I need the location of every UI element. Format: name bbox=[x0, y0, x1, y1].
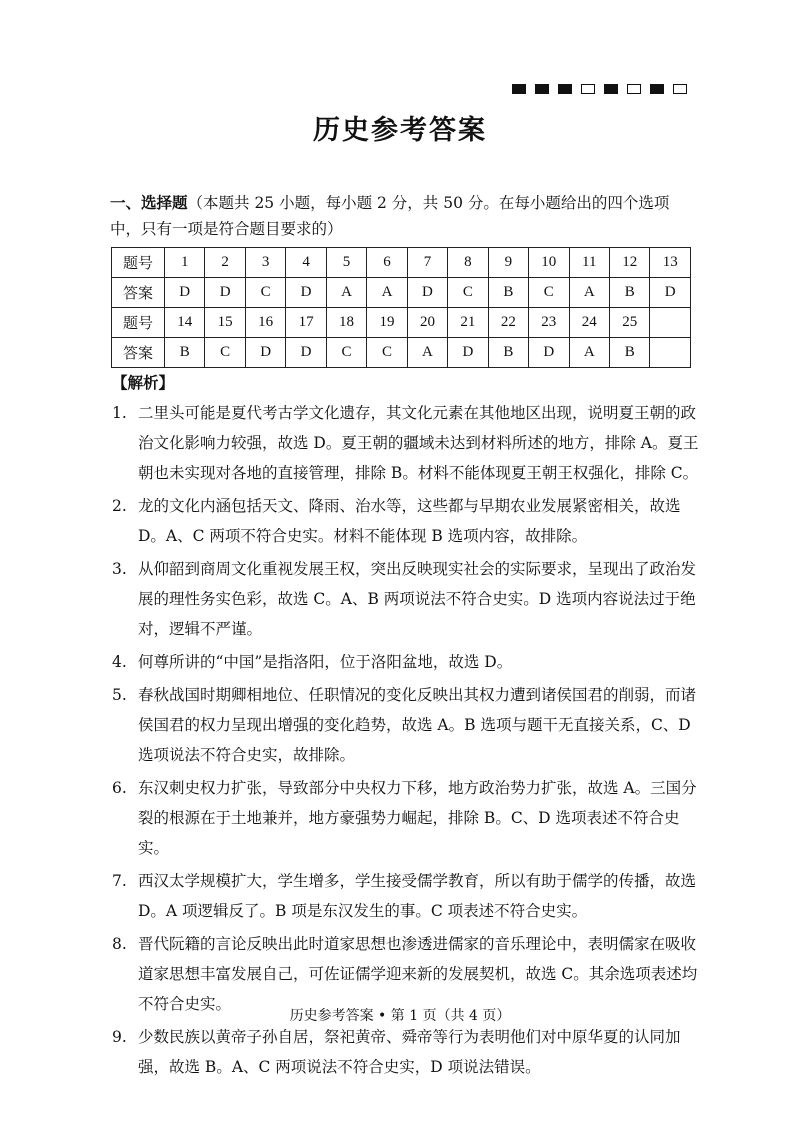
table-cell: 2 bbox=[205, 248, 245, 278]
filled-square-mark bbox=[558, 84, 572, 94]
table-cell: 1 bbox=[165, 248, 205, 278]
item-text: 龙的文化内涵包括天文、降雨、治水等，这些都与早期农业发展紧密相关，故选 D。A、C 两项不符合史实。材料不能体现 B 选项内容，故排除。 bbox=[138, 497, 681, 545]
table-cell: A bbox=[367, 278, 407, 308]
analysis-heading: 【解析】 bbox=[112, 373, 175, 392]
table-cell: 25 bbox=[609, 308, 649, 338]
table-cell: 8 bbox=[448, 248, 488, 278]
analysis-item bbox=[112, 491, 702, 551]
analysis-item bbox=[112, 398, 702, 488]
table-cell: A bbox=[569, 338, 609, 368]
item-text: 西汉太学规模扩大，学生增多，学生接受儒学教育，所以有助于儒学的传播，故选 D。A 项逻辑反了。B 项是东汉发生的事。C 项表述不符合史实。 bbox=[138, 872, 697, 920]
table-cell: B bbox=[165, 338, 205, 368]
item-text: 晋代阮籍的言论反映出此时道家思想也渗透进儒家的音乐理论中，表明儒家在吸收道家思想丰富发展自己，可佐证儒学迎来新的发展契机，故选 C。其余选项表述均不符合史实。 bbox=[138, 935, 698, 1013]
table-cell: D bbox=[286, 278, 326, 308]
filled-square-mark bbox=[650, 84, 664, 94]
filled-square-mark bbox=[535, 84, 549, 94]
section-heading: 一、选择题 bbox=[110, 193, 188, 212]
table-cell: 10 bbox=[529, 248, 569, 278]
empty-square-mark bbox=[627, 84, 641, 94]
table-cell: D bbox=[286, 338, 326, 368]
analysis-item bbox=[112, 773, 702, 863]
page-footer: 历史参考答案 • 第 1 页（共 4 页） bbox=[289, 1008, 511, 1024]
table-row bbox=[112, 338, 691, 368]
item-text: 从仰韶到商周文化重视发展王权，突出反映现实社会的实际要求，呈现出了政治发展的理性务实色彩，故选 C。A、B 两项说法不符合史实。D 选项内容说法过于绝对，逻辑不严谨。 bbox=[138, 560, 697, 638]
table-cell: 22 bbox=[488, 308, 528, 338]
table-cell: C bbox=[205, 338, 245, 368]
table-cell: 14 bbox=[165, 308, 205, 338]
table-cell bbox=[650, 308, 691, 338]
table-cell: A bbox=[407, 338, 447, 368]
item-number: 7. bbox=[112, 872, 127, 890]
table-cell: 19 bbox=[367, 308, 407, 338]
table-cell: 21 bbox=[448, 308, 488, 338]
item-text: 少数民族以黄帝子孙自居，祭祀黄帝、舜帝等行为表明他们对中原华夏的认同加强，故选 B。A、C 两项说法不符合史实，D 项说法错误。 bbox=[138, 1028, 681, 1076]
table-cell: B bbox=[488, 338, 528, 368]
analysis-item bbox=[112, 680, 702, 770]
table-cell: 4 bbox=[286, 248, 326, 278]
analysis-item bbox=[112, 647, 702, 677]
table-cell: 17 bbox=[286, 308, 326, 338]
row-header-cell: 题号 bbox=[112, 248, 165, 278]
row-header-cell: 答案 bbox=[112, 338, 165, 368]
filled-square-mark bbox=[604, 84, 618, 94]
item-number: 1. bbox=[112, 404, 127, 422]
table-cell: A bbox=[326, 278, 366, 308]
table-cell: 9 bbox=[488, 248, 528, 278]
filled-square-mark bbox=[512, 84, 526, 94]
item-text: 何尊所讲的“中国”是指洛阳，位于洛阳盆地，故选 D。 bbox=[138, 653, 513, 671]
table-cell: 12 bbox=[609, 248, 649, 278]
table-cell: 24 bbox=[569, 308, 609, 338]
answer-table bbox=[111, 247, 691, 368]
table-cell: 18 bbox=[326, 308, 366, 338]
section-intro bbox=[110, 190, 700, 242]
analysis-list bbox=[112, 398, 702, 1085]
table-row bbox=[112, 308, 691, 338]
header-marks bbox=[512, 84, 687, 94]
empty-square-mark bbox=[673, 84, 687, 94]
item-number: 8. bbox=[112, 935, 127, 953]
item-number: 2. bbox=[112, 497, 127, 515]
table-cell: D bbox=[407, 278, 447, 308]
empty-square-mark bbox=[581, 84, 595, 94]
table-cell: 5 bbox=[326, 248, 366, 278]
table-cell: C bbox=[367, 338, 407, 368]
analysis-item bbox=[112, 554, 702, 644]
table-row bbox=[112, 248, 691, 278]
item-text: 东汉刺史权力扩张，导致部分中央权力下移，地方政治势力扩张，故选 A。三国分裂的根源在于土地兼并，地方豪强势力崛起，排除 B。C、D 选项表述不符合史实。 bbox=[138, 779, 697, 857]
item-number: 3. bbox=[112, 560, 127, 578]
item-text: 春秋战国时期卿相地位、任职情况的变化反映出其权力遭到诸侯国君的削弱，而诸侯国君的权力呈现出增强的变化趋势，故选 A。B 选项与题干无直接关系，C、D 选项说法不符合史实，故排除。 bbox=[138, 686, 697, 764]
table-cell: 20 bbox=[407, 308, 447, 338]
table-cell: C bbox=[245, 278, 285, 308]
table-cell: 11 bbox=[569, 248, 609, 278]
table-cell: C bbox=[448, 278, 488, 308]
table-cell: D bbox=[529, 338, 569, 368]
analysis-item bbox=[112, 866, 702, 926]
table-cell: B bbox=[609, 338, 649, 368]
item-number: 9. bbox=[112, 1028, 127, 1046]
table-cell: 23 bbox=[529, 308, 569, 338]
table-cell: 13 bbox=[650, 248, 691, 278]
item-number: 6. bbox=[112, 779, 127, 797]
section-instructions: （本题共 25 小题，每小题 2 分，共 50 分。在每小题给出的四个选项中，只有一项是符合题目要求的） bbox=[110, 194, 670, 238]
table-cell: C bbox=[529, 278, 569, 308]
table-cell: D bbox=[245, 338, 285, 368]
table-cell: D bbox=[448, 338, 488, 368]
table-cell: D bbox=[205, 278, 245, 308]
item-number: 4. bbox=[112, 653, 127, 671]
page-title: 历史参考答案 bbox=[313, 115, 487, 146]
table-cell: B bbox=[609, 278, 649, 308]
item-number: 5. bbox=[112, 686, 127, 704]
table-cell: B bbox=[488, 278, 528, 308]
table-cell: D bbox=[650, 278, 691, 308]
table-cell: D bbox=[165, 278, 205, 308]
table-row bbox=[112, 278, 691, 308]
table-cell: A bbox=[569, 278, 609, 308]
table-cell: 15 bbox=[205, 308, 245, 338]
row-header-cell: 答案 bbox=[112, 278, 165, 308]
table-cell: 7 bbox=[407, 248, 447, 278]
table-cell: C bbox=[326, 338, 366, 368]
item-text: 二里头可能是夏代考古学文化遗存，其文化元素在其他地区出现，说明夏王朝的政治文化影响力较强，故选 D。夏王朝的疆域未达到材料所述的地方，排除 A。夏王朝也未实现对各地的直接管理，排除 B。材料不能体现夏王朝王权强化，排除 C。 bbox=[138, 404, 699, 482]
table-cell bbox=[650, 338, 691, 368]
table-cell: 6 bbox=[367, 248, 407, 278]
table-cell: 16 bbox=[245, 308, 285, 338]
row-header-cell: 题号 bbox=[112, 308, 165, 338]
analysis-item bbox=[112, 1022, 702, 1082]
table-cell: 3 bbox=[245, 248, 285, 278]
